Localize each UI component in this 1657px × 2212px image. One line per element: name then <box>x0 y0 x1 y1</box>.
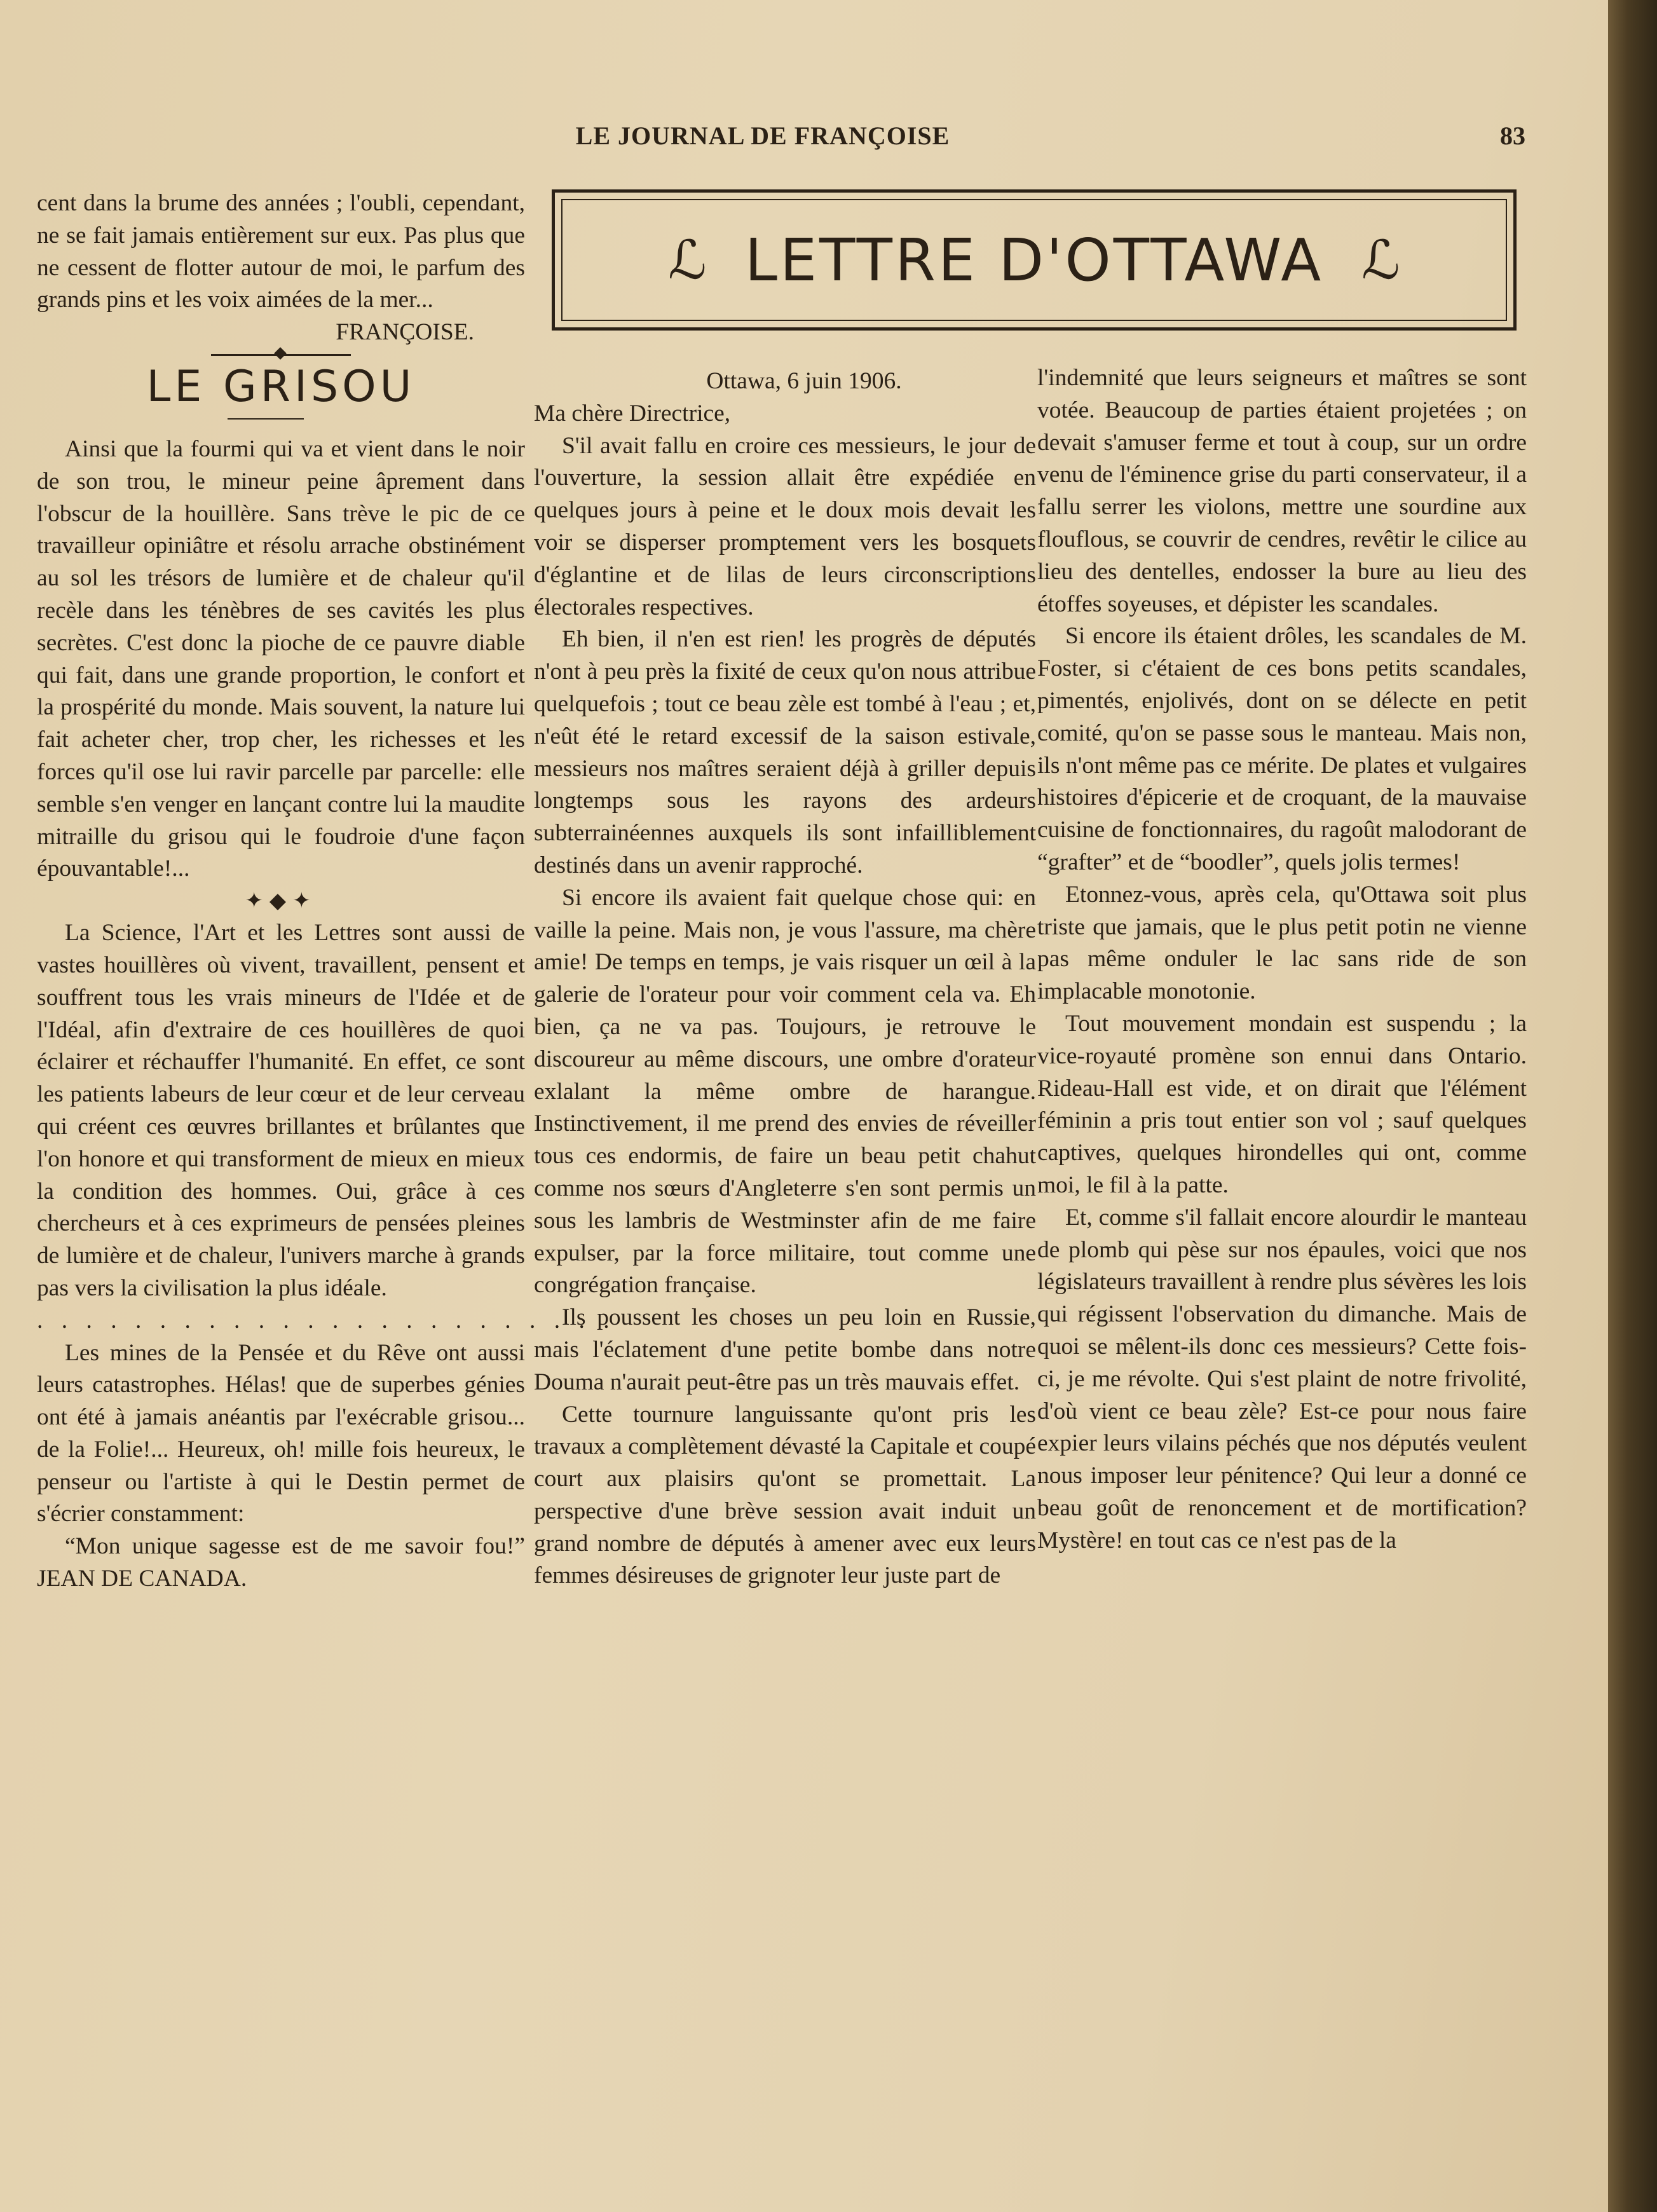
column-left <box>37 188 616 1595</box>
grisou-paragraph-2: La Science, l'Art et les Lettres sont aussi de vastes houillères où vivent, travaillent, pensent et souffrent tous les vrais mineurs de l'Idée et de l'Idéal, afin d'extraire de ces houillères de quoi éclairer et réchauffer l'humanité. En effet, ce sont les patients labeurs de leur cœur et de leur cerveau qui créent ces œuvres brillantes et brûlantes que l'on honore et qui transforment de mieux en mieux la condition des hommes. Oui, grâce à ces chercheurs et à ces exprimeurs de pensées pleines de lumière et de chaleur, l'univers marche à grands pas vers la civilisation la plus idéale. <box>37 920 525 1301</box>
grisou-closing-quote: “Mon unique sagesse est de me savoir fou!” JEAN DE CANADA. <box>37 1533 525 1592</box>
ornamental-divider <box>211 354 351 356</box>
book-binding-edge <box>1608 0 1657 2212</box>
lettre-paragraph-6: l'indemnité que leurs seigneurs et maîtres se sont votée. Beaucoup de parties étaient projetées ; on devait s'amuser ferme et tout à coup, sur un ordre venu de l'éminence grise du parti conservateur, il a fallu serrer les violons, mettre une sourdine aux flouflous, se couvrir de cendres, revêtir le cilice au lieu des dentelles, endosser la bure au lieu des étoffes soyeuses, et dépister les scandales. <box>1037 365 1527 617</box>
dateline: Ottawa, 6 juin 1906. <box>706 368 902 394</box>
section-break-ornament: ✦◆✦ <box>245 889 317 913</box>
lettre-paragraph-1: S'il avait fallu en croire ces messieurs, le jour de l'ouverture, la session allait être expédiée en quelques jours à peine et le doux mois devait les voir se disperser promptement vers les bosquets d'églantine et de lilas de leurs circonscriptions électorales respectives. <box>534 432 1036 620</box>
lettre-title-inner-frame <box>561 199 1507 321</box>
lettre-paragraph-7: Si encore ils étaient drôles, les scandales de M. Foster, si c'étaient de ces bons petits scandales, pimentés, enjolivés, dont on se délecte en petit comité, qu'on se passe sous le manteau. Mais non, ils n'ont même pas ce mérite. De plates et vulgaires histoires d'épicerie et de croquant, de la mauvaise cuisine de fonctionnaires, du ragoût malodorant de “grafter” et de “boodler”, quels jolis termes! <box>1037 623 1527 875</box>
lettre-title: LETTRE D'OTTAWA <box>744 226 1324 294</box>
lettre-paragraph-10: Et, comme s'il fallait encore alourdir le manteau de plomb qui pèse sur nos épaules, voici que nos législateurs travaillent à rendre plus sévères les lois qui régissent l'observation du dimanche. Mais de quoi se mêlent-ils donc ces messieurs? Cette fois-ci, je me révolte. Qui s'est plaint de notre frivolité, d'où vient ce beau zèle? Est-ce pour nous faire expier leurs vilains péchés que nos députés veulent nous imposer leur pénitence? Qui leur a donné ce beau goût de renoncement et de mortification? Mystère! en tout cas ce n'est pas de la <box>1037 1204 1527 1553</box>
lettre-paragraph-2: Eh bien, il n'en est rien! les progrès de députés n'ont à peu près la fixité de ceux qu'on nous attribue quelquefois ; tout ce beau zèle est tombé à l'eau ; et, n'eût été le retard excessif de la saison estivale, messieurs nos maîtres seraient déjà à griller depuis longtemps sous les rayons des ardeurs subterrainéennes auxquels ils sont infailliblement destinés dans un avenir rapproché. <box>534 626 1036 878</box>
grisou-paragraph-1: Ainsi que la fourmi qui va et vient dans le noir de son trou, le mineur peine âprement dans l'obscur de la houillère. Sans trève le pic de ce travailleur opiniâtre et résolu arrache obstinément au sol les trésors de lumière et de chaleur qu'il recèle dans les ténèbres de ses cavités les plus secrètes. C'est donc la pioche de ce pauvre diable qui fait, dans une grande proportion, le confort et la prospérité du monde. Mais souvent, la nature lui fait acheter cher, trop cher, les richesses et les forces qu'il ose lui ravir parcelle par parcelle: elle semble s'en venger en lançant contre lui la maudite mitraille du grisou qui le foudroie d'une façon épouvantable!... <box>37 435 525 882</box>
signature-francoise: FRANÇOISE. <box>336 319 474 346</box>
article-title-grisou: LE GRISOU <box>146 361 416 412</box>
grisou-paragraph-3: Les mines de la Pensée et du Rêve ont aussi leurs catastrophes. Hélas! que de superbes génies ont été à jamais anéantis par l'exécrable grisou... de la Folie!... Heureux, oh! mille fois heureux, le penseur ou l'artiste à qui le Destin permet de s'écrier constamment: <box>37 1339 525 1527</box>
lettre-paragraph-3: Si encore ils avaient fait quelque chose qui: en vaille la peine. Mais non, je vous l'assure, ma chère amie! De temps en temps, je vais risquer un œil à la galerie de l'orateur pour voir comment cela va. Eh bien, ça ne va pas. Toujours, je retrouve le discoureur au même discours, une ombre d'orateur exlalant la même ombre de harangue. Instinctivement, il me prend des envies de réveiller tous ces endormis, de faire un beau petit chahut comme nos sœurs d'Angleterre s'en sont permis un sous les lambris de Westminster afin de me faire expulser, par la force militaire, tout comme une congrégation française. <box>534 884 1036 1299</box>
column-right <box>1037 362 1527 1557</box>
right-ornament-icon: ℒ <box>1361 229 1400 291</box>
diamond-ornament-icon <box>274 347 287 360</box>
lettre-paragraph-5: Cette tournure languissante qu'ont pris les travaux a complètement dévasté la Capitale et coupé court aux plaisirs qu'ont se promettait. La perspective d'une brève session avait induit un grand nombre de députés à amener avec eux leurs femmes désireuses de grignoter leur juste part de <box>534 1401 1036 1589</box>
dotted-separator: . . . . . . . . . . . . . . . . . . . . . . . . <box>37 1307 616 1334</box>
continued-text: cent dans la brume des années ; l'oubli, cependant, ne se fait jamais entièrement sur eux. Pas plus que ne cessent de flotter autour de moi, le parfum des grands pins et les voix aimées de la mer... <box>37 190 525 313</box>
running-head: LE JOURNAL DE FRANÇOISE <box>575 121 950 150</box>
lettre-paragraph-4: Ils poussent les choses un peu loin en Russie, mais l'éclatement d'une petite bombe dans notre Douma n'aurait peut-être pas un très mauvais effet. <box>534 1304 1036 1395</box>
lettre-paragraph-8: Etonnez-vous, après cela, qu'Ottawa soit plus triste que jamais, que le plus petit potin ne vienne pas même onduler le lac sans ride de son implacable monotonie. <box>1037 881 1527 1005</box>
salutation: Ma chère Directrice, <box>534 400 731 427</box>
lettre-paragraph-9: Tout mouvement mondain est suspendu ; la vice-royauté promène son ennui dans Ontario. Rideau-Hall est vide, et on dirait que l'élément féminin a pris tout entier son vol ; sauf quelques captives, quelques hirondelles qui ont, comme moi, le fil à la patte. <box>1037 1010 1527 1198</box>
column-middle <box>534 365 1036 1592</box>
left-ornament-icon: ℒ <box>668 229 707 291</box>
lettre-title-box <box>552 189 1517 331</box>
title-rule <box>228 418 304 420</box>
page-number: 83 <box>1500 121 1525 150</box>
